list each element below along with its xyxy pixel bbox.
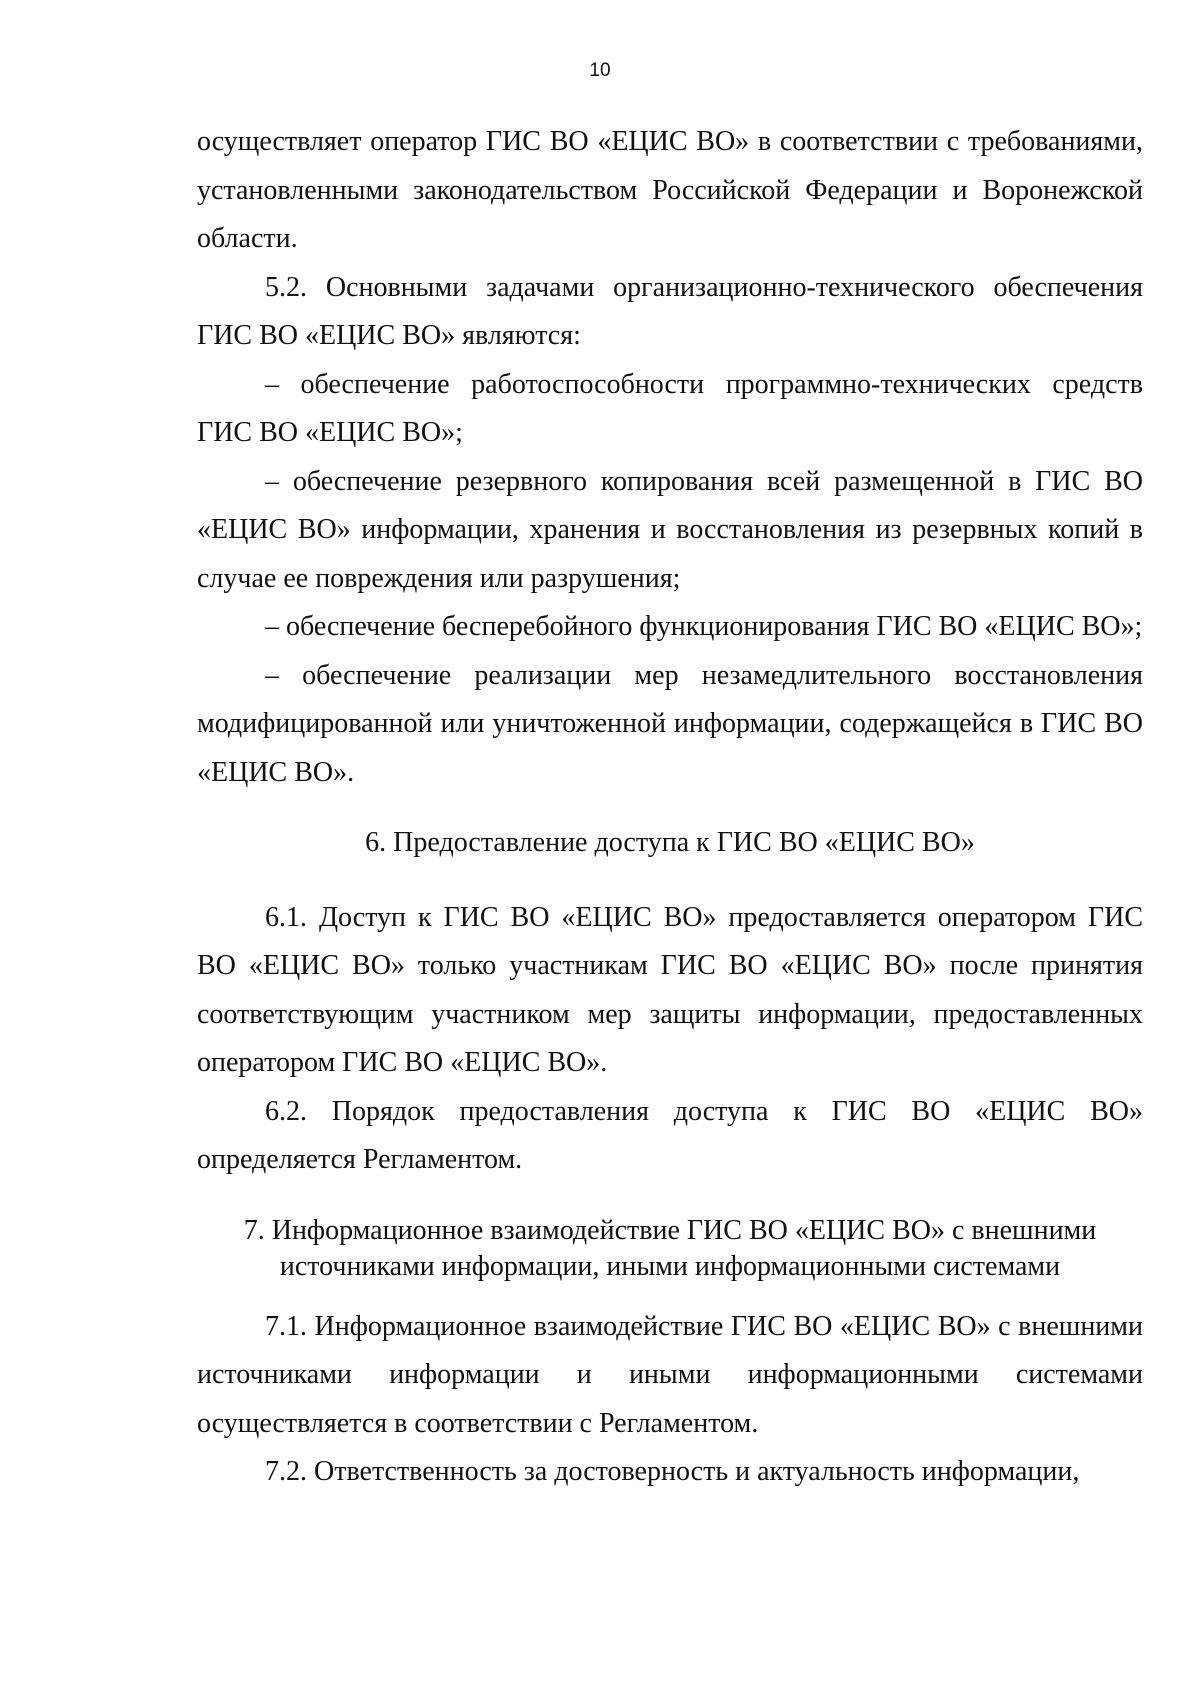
list-item-recovery: – обеспечение реализации мер незамедлительного восстановления модифицированной или уничтоженной информации, содержащейся в ГИС ВО «ЕЦИС ВО». <box>197 659 1143 788</box>
paragraph-7-1: 7.1. Информационное взаимодействие ГИС ВО «ЕЦИС ВО» с внешними источниками информации и иными информационными системами осуществляется в соответствии с Регламентом. <box>197 1310 1143 1439</box>
list-item-backup: – обеспечение резервного копирования всей размещенной в ГИС ВО «ЕЦИС ВО» информации, хранения и восстановления из резервных копий в случае ее повреждения или разрушения; <box>197 465 1143 594</box>
document-body <box>197 118 1143 1497</box>
list-item-uninterrupted: – обеспечение бесперебойного функционирования ГИС ВО «ЕЦИС ВО»; <box>265 611 1143 642</box>
section-6-heading: 6. Предоставление доступа к ГИС ВО «ЕЦИС ВО» <box>365 827 975 858</box>
list-item-operability: – обеспечение работоспособности программно-технических средств ГИС ВО «ЕЦИС ВО»; <box>197 368 1143 448</box>
page-number: 10 <box>589 60 611 81</box>
paragraph-5-2: 5.2. Основными задачами организационно-технического обеспечения ГИС ВО «ЕЦИС ВО» являются: <box>197 271 1143 351</box>
section-7-heading <box>197 1213 1143 1285</box>
section-7-heading-line-1: 7. Информационное взаимодействие ГИС ВО «ЕЦИС ВО» с внешними <box>243 1214 1097 1246</box>
section-7-heading-line-2: источниками информации, иными информационными системами <box>279 1250 1061 1282</box>
paragraph-7-2: 7.2. Ответственность за достоверность и актуальность информации, <box>265 1456 1080 1487</box>
paragraph-6-1: 6.1. Доступ к ГИС ВО «ЕЦИС ВО» предоставляется оператором ГИС ВО «ЕЦИС ВО» только участникам ГИС ВО «ЕЦИС ВО» после принятия соответствующим участником мер защиты информации, предоставленных оператором ГИС ВО «ЕЦИС ВО». <box>197 901 1143 1078</box>
paragraph-6-2: 6.2. Порядок предоставления доступа к ГИС ВО «ЕЦИС ВО» определяется Регламентом. <box>197 1095 1143 1175</box>
paragraph-continuation: осуществляет оператор ГИС ВО «ЕЦИС ВО» в соответствии с требованиями, установленными законодательством Российской Федерации и Воронежской области. <box>197 126 1143 254</box>
